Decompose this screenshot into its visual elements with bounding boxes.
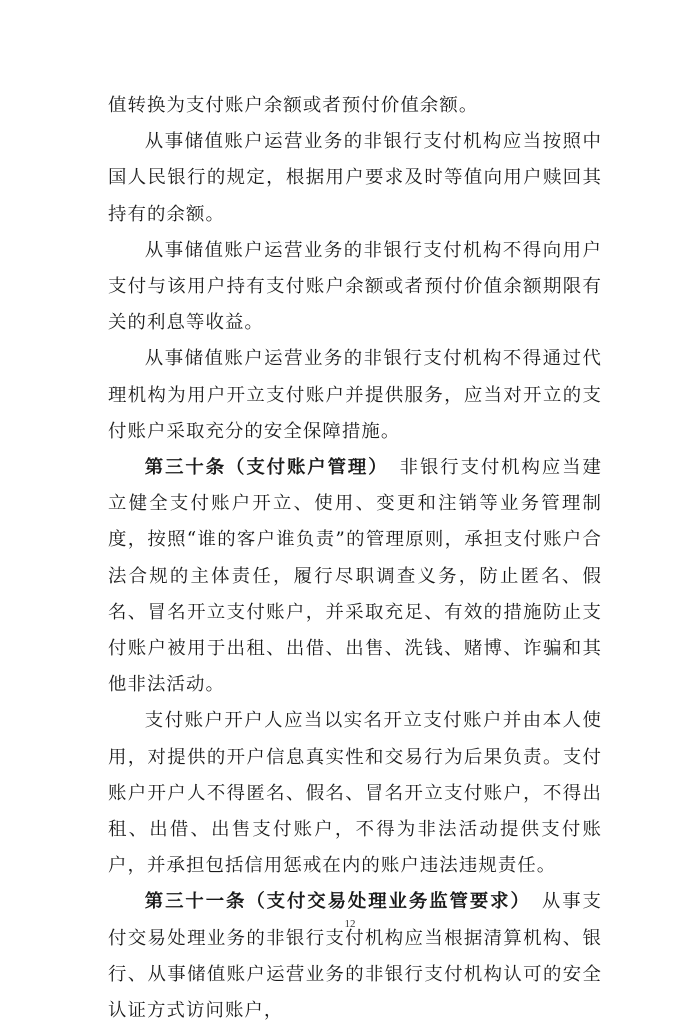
document-body (108, 88, 602, 1029)
paragraph-text: 从事储值账户运营业务的非银行支付机构应当按照中国人民银行的规定，根据用户要求及时等值向用户赎回其持有的余额。 (108, 131, 602, 225)
paragraph-text: 非银行支付机构应当建立健全支付账户开立、使用、变更和注销等业务管理制度，按照“谁的客户谁负责”的管理原则，承担支付账户合法合规的主体责任，履行尽职调查义务，防止匿名、假名、冒名开立支付账户，并采取充足、有效的措施防止支付账户被用于出租、出借、出售、洗钱、赌博、诈骗和其他非法活动。 (108, 457, 602, 696)
paragraph (108, 233, 602, 342)
article-31-paragraph (108, 884, 602, 1029)
paragraph (108, 124, 602, 233)
paragraph-text: 支付账户开户人应当以实名开立支付账户并由本人使用，对提供的开户信息真实性和交易行为后果负责。支付账户开户人不得匿名、假名、冒名开立支付账户，不得出租、出借、出售支付账户，不得为非法活动提供支付账户，并承担包括信用惩戒在内的账户违法违规责任。 (108, 710, 602, 877)
paragraph-text: 值转换为支付账户余额或者预付价值余额。 (108, 95, 479, 116)
article-title: 第三十条（支付账户管理） (144, 457, 380, 479)
paragraph (108, 703, 602, 884)
article-30-paragraph (108, 450, 602, 703)
paragraph (108, 341, 602, 450)
page-number: 12 (344, 918, 356, 930)
article-title: 第三十一条（支付交易处理业务监管要求） (144, 891, 522, 913)
paragraph-text: 从事支付交易处理业务的非银行支付机构应当根据清算机构、银行、从事储值账户运营业务的非银行支付机构认可的安全认证方式访问账户， (108, 891, 602, 1022)
paragraph-text: 从事储值账户运营业务的非银行支付机构不得向用户支付与该用户持有支付账户余额或者预付价值余额期限有关的利息等收益。 (108, 239, 602, 334)
paragraph-text: 从事储值账户运营业务的非银行支付机构不得通过代理机构为用户开立支付账户并提供服务，应当对开立的支付账户采取充分的安全保障措施。 (108, 348, 602, 442)
paragraph-continuation (108, 88, 602, 124)
